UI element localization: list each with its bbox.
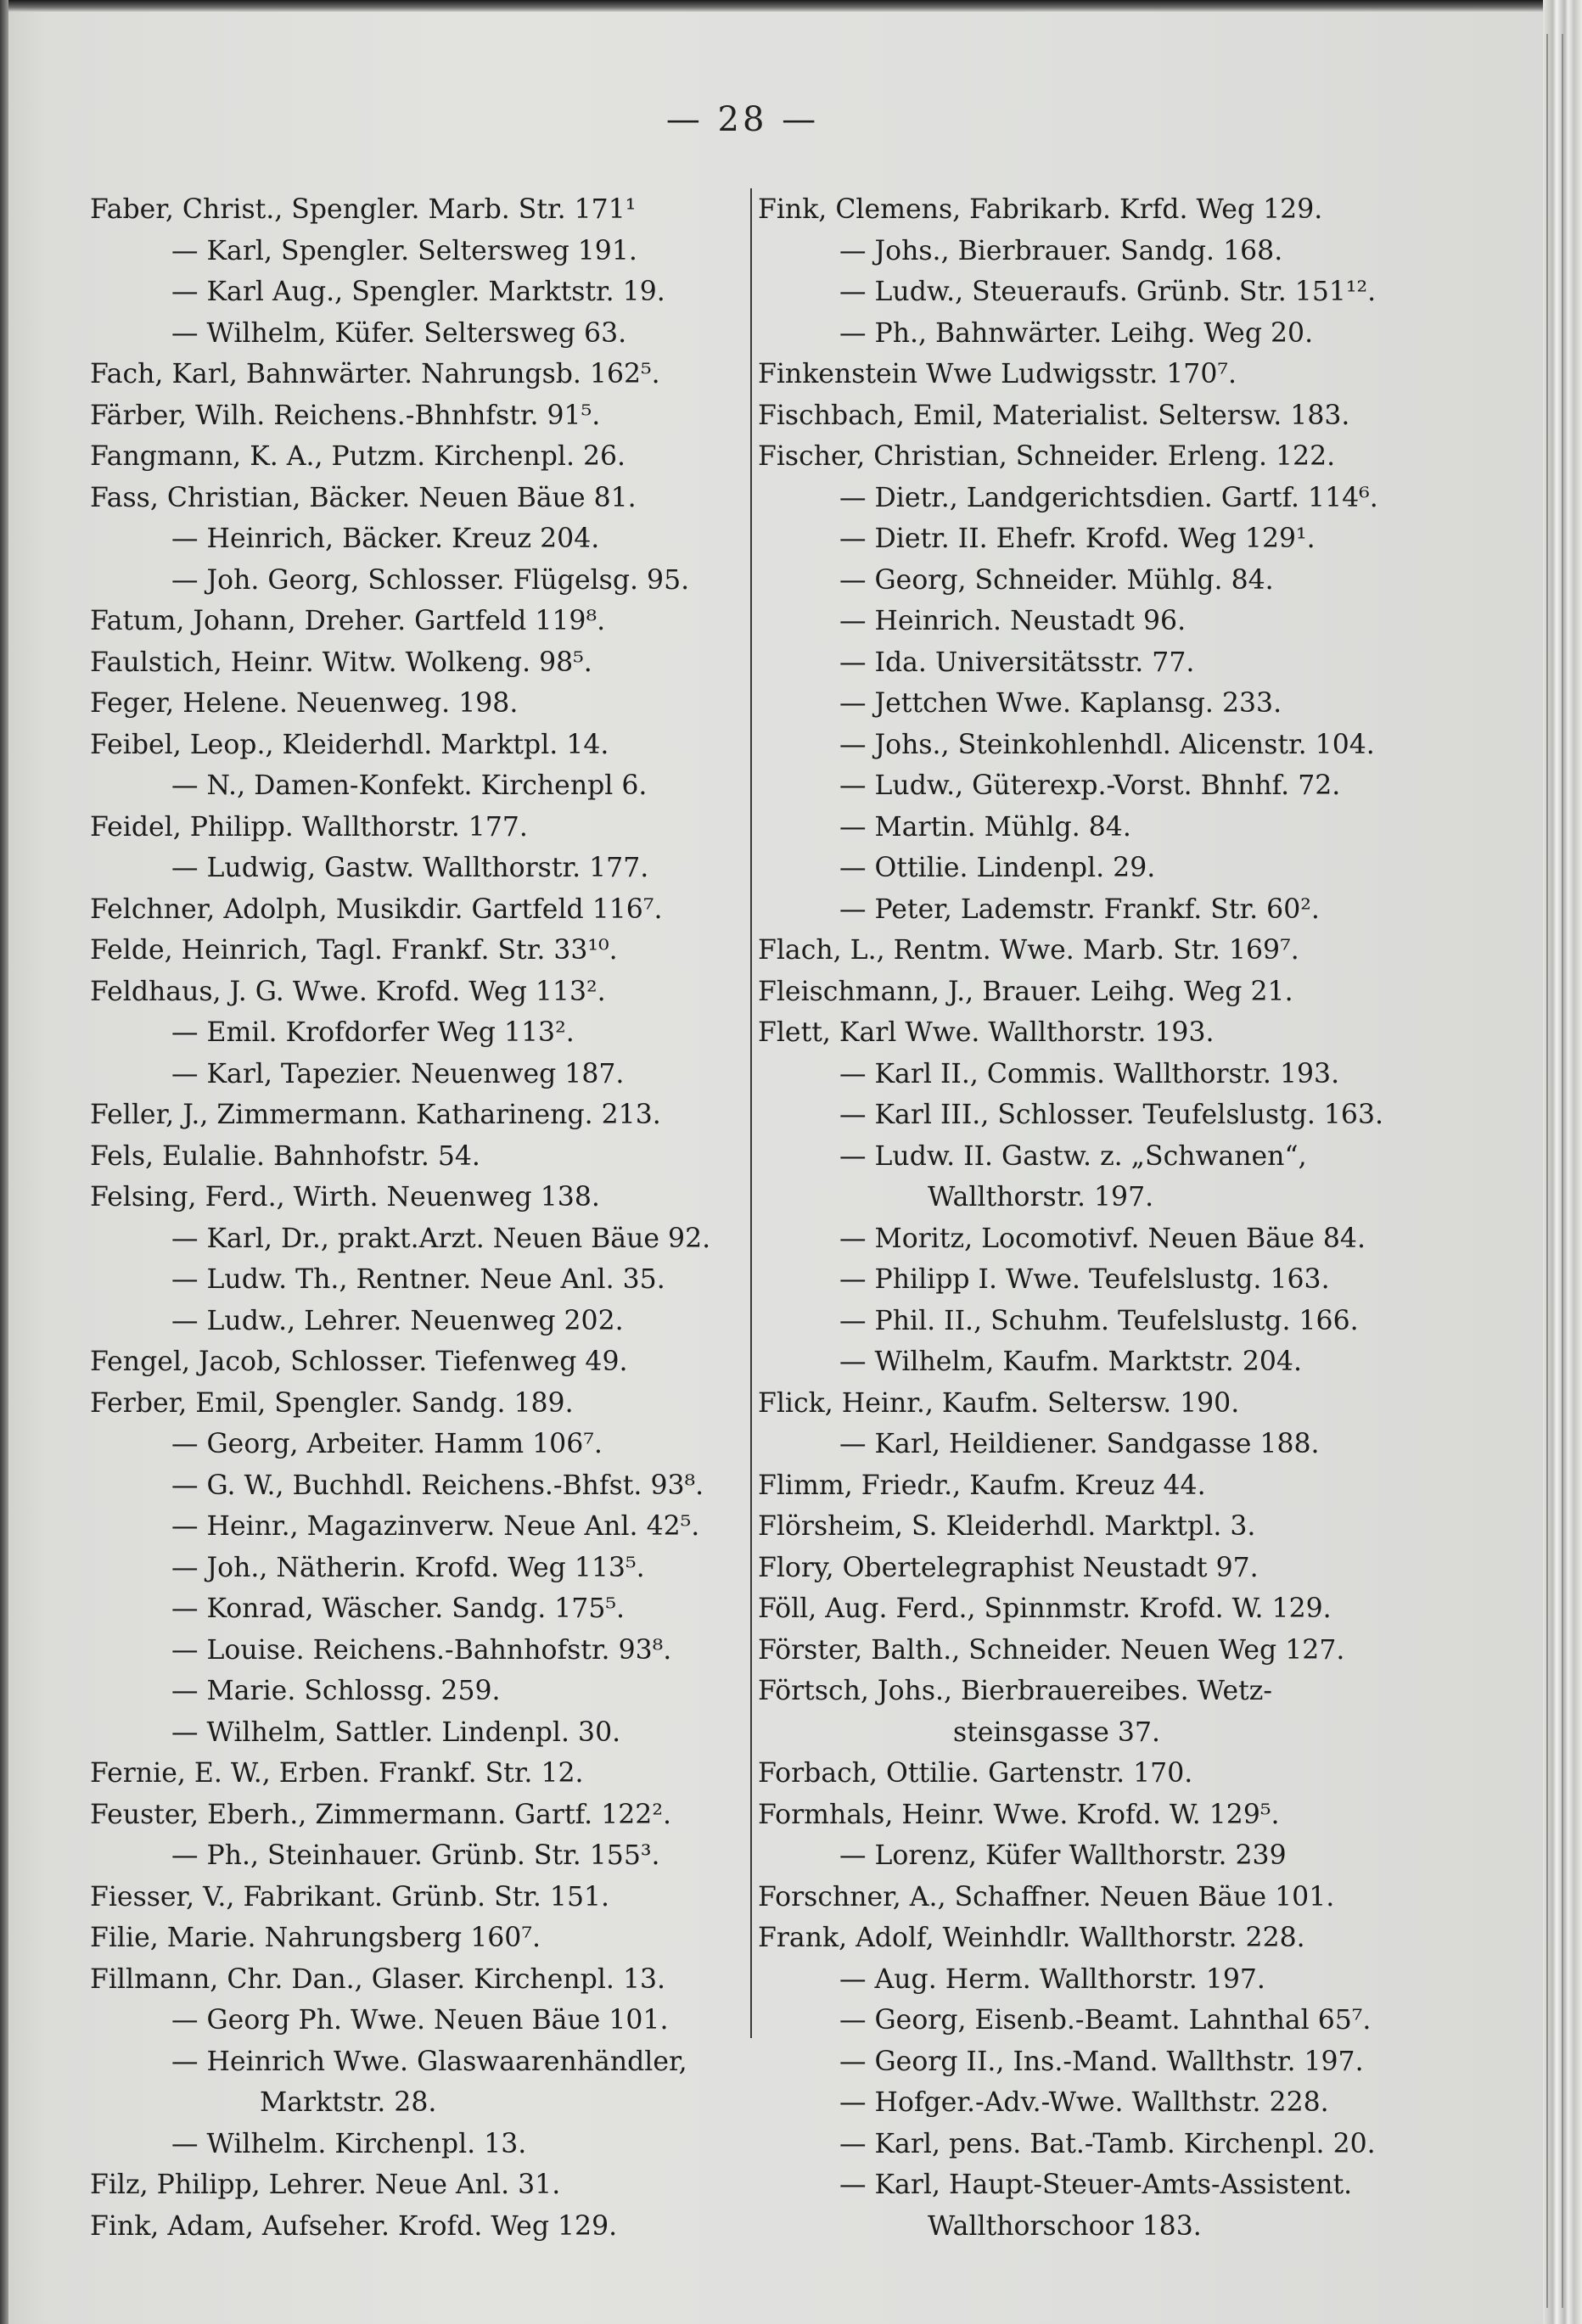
directory-entry-continuation: steinsgasse 37. <box>953 1716 1161 1748</box>
directory-entry: — Ph., Bahnwärter. Leihg. Weg 20. <box>839 317 1314 349</box>
directory-entry: — Dietr., Landgerichtsdien. Gartf. 114⁶. <box>839 482 1378 513</box>
column-divider <box>750 188 752 2038</box>
directory-entry: Flach, L., Rentm. Wwe. Marb. Str. 169⁷. <box>758 935 1299 966</box>
directory-entry: — Hofger.-Adv.-Wwe. Wallthstr. 228. <box>839 2087 1329 2118</box>
directory-entry: — Heinr., Magazinverw. Neue Anl. 42⁵. <box>171 1511 700 1542</box>
directory-entry: — Ida. Universitätsstr. 77. <box>839 647 1195 678</box>
directory-entry: Förster, Balth., Schneider. Neuen Weg 127. <box>758 1634 1345 1666</box>
directory-entry: — Ottilie. Lindenpl. 29. <box>839 853 1156 883</box>
directory-entry: — Louise. Reichens.-Bahnhofstr. 93⁸. <box>171 1634 672 1666</box>
directory-entry: — Philipp I. Wwe. Teufelslustg. 163. <box>839 1264 1330 1295</box>
directory-entry: — Konrad, Wäscher. Sandg. 175⁵. <box>171 1593 626 1624</box>
directory-entry: — Ludwig, Gastw. Wallthorstr. 177. <box>171 853 649 883</box>
directory-entry: Färber, Wilh. Reichens.-Bhnhfstr. 91⁵. <box>90 400 601 431</box>
directory-entry: — Marie. Schlossg. 259. <box>171 1676 501 1706</box>
directory-entry: Forschner, A., Schaffner. Neuen Bäue 101. <box>758 1881 1335 1912</box>
directory-entry: — Heinrich. Neustadt 96. <box>839 606 1186 636</box>
directory-entry: — Karl, Spengler. Seltersweg 191. <box>171 235 637 266</box>
directory-entry: Faber, Christ., Spengler. Marb. Str. 171¹ <box>90 194 637 225</box>
directory-entry: — Jettchen Wwe. Kaplansg. 233. <box>839 688 1282 719</box>
directory-entry: — Karl, Heildiener. Sandgasse 188. <box>839 1429 1320 1459</box>
directory-entry: — Heinrich, Bäcker. Kreuz 204. <box>171 524 600 554</box>
directory-entry: Frank, Adolf, Weinhdlr. Wallthorstr. 228. <box>758 1923 1305 1953</box>
directory-entry: Filz, Philipp, Lehrer. Neue Anl. 31. <box>90 2170 561 2200</box>
directory-entry: — Georg II., Ins.-Mand. Wallthstr. 197. <box>839 2046 1364 2077</box>
directory-entry: — Dietr. II. Ehefr. Krofd. Weg 129¹. <box>839 524 1316 554</box>
directory-entry: — Karl Aug., Spengler. Marktstr. 19. <box>171 277 665 307</box>
directory-entry: — Wilhelm, Küfer. Seltersweg 63. <box>171 317 627 349</box>
directory-entry: Förtsch, Johs., Bierbrauereibes. Wetz- <box>758 1676 1272 1706</box>
directory-entry: — Lorenz, Küfer Wallthorstr. 239 <box>839 1840 1287 1871</box>
directory-entry: Felsing, Ferd., Wirth. Neuenweg 138. <box>90 1182 600 1212</box>
directory-entry: Flett, Karl Wwe. Wallthorstr. 193. <box>758 1017 1215 1048</box>
directory-entry: Fach, Karl, Bahnwärter. Nahrungsb. 162⁵. <box>90 359 660 389</box>
directory-entry: — Johs., Steinkohlenhdl. Alicenstr. 104. <box>839 729 1375 760</box>
directory-entry: Fangmann, K. A., Putzm. Kirchenpl. 26. <box>90 441 626 472</box>
directory-entry: — Georg, Eisenb.-Beamt. Lahnthal 65⁷. <box>839 2005 1372 2036</box>
page-edge-line <box>1546 34 1548 2308</box>
directory-entry: — Heinrich Wwe. Glaswaarenhändler, <box>171 2046 687 2077</box>
directory-entry: Flick, Heinr., Kaufm. Seltersw. 190. <box>758 1387 1240 1419</box>
directory-entry: — Georg, Schneider. Mühlg. 84. <box>839 564 1274 596</box>
directory-entry: Fass, Christian, Bäcker. Neuen Bäue 81. <box>90 482 637 513</box>
directory-entry: — Karl, Tapezier. Neuenweg 187. <box>171 1058 625 1089</box>
directory-entry: Feuster, Eberh., Zimmermann. Gartf. 122². <box>90 1799 671 1830</box>
directory-entry: — Joh., Nätherin. Krofd. Weg 113⁵. <box>171 1552 645 1583</box>
page-edge-line <box>1562 34 1563 2308</box>
directory-entry: — Aug. Herm. Wallthorstr. 197. <box>839 1963 1265 1995</box>
directory-entry: Filie, Marie. Nahrungsberg 160⁷. <box>90 1923 541 1953</box>
directory-entry: Felde, Heinrich, Tagl. Frankf. Str. 33¹⁰. <box>90 935 618 966</box>
directory-entry: Fengel, Jacob, Schlosser. Tiefenweg 49. <box>90 1347 628 1377</box>
directory-entry: Feldhaus, J. G. Wwe. Krofd. Weg 113². <box>90 976 606 1007</box>
directory-entry: — Peter, Lademstr. Frankf. Str. 60². <box>839 893 1320 925</box>
directory-entry: Fiesser, V., Fabrikant. Grünb. Str. 151. <box>90 1881 610 1912</box>
directory-entry: Fink, Clemens, Fabrikarb. Krfd. Weg 129. <box>758 194 1323 225</box>
directory-entry: — N., Damen-Konfekt. Kirchenpl 6. <box>171 770 648 801</box>
directory-entry: — Ludw., Güterexp.-Vorst. Bhnhf. 72. <box>839 770 1341 801</box>
directory-entry: Finkenstein Wwe Ludwigsstr. 170⁷. <box>758 359 1237 389</box>
directory-entry-continuation: Wallthorstr. 197. <box>928 1182 1154 1212</box>
directory-entry: — Karl, Haupt-Steuer-Amts-Assistent. <box>839 2170 1353 2200</box>
directory-entry: — Georg Ph. Wwe. Neuen Bäue 101. <box>171 2005 669 2036</box>
directory-entry: Fischer, Christian, Schneider. Erleng. 122. <box>758 441 1336 472</box>
directory-entry: Feidel, Philipp. Wallthorstr. 177. <box>90 811 528 843</box>
directory-entry: — G. W., Buchhdl. Reichens.-Bhfst. 93⁸. <box>171 1470 704 1501</box>
directory-entry: — Wilhelm. Kirchenpl. 13. <box>171 2128 527 2159</box>
directory-entry: — Karl, pens. Bat.-Tamb. Kirchenpl. 20. <box>839 2128 1376 2159</box>
directory-entry: — Joh. Georg, Schlosser. Flügelsg. 95. <box>171 564 690 596</box>
right-column <box>758 189 1420 2247</box>
directory-entry: — Wilhelm, Sattler. Lindenpl. 30. <box>171 1716 621 1748</box>
directory-entry: — Karl III., Schlosser. Teufelslustg. 163. <box>839 1100 1384 1130</box>
directory-entry: Fink, Adam, Aufseher. Krofd. Weg 129. <box>90 2210 618 2242</box>
directory-entry: Formhals, Heinr. Wwe. Krofd. W. 129⁵. <box>758 1799 1280 1830</box>
directory-entry: Flory, Obertelegraphist Neustadt 97. <box>758 1552 1259 1583</box>
page-top-edge <box>0 0 1582 12</box>
directory-entry: — Johs., Bierbrauer. Sandg. 168. <box>839 235 1283 266</box>
directory-entry-continuation: Wallthorschoor 183. <box>928 2210 1202 2242</box>
directory-entry: Feibel, Leop., Kleiderhdl. Marktpl. 14. <box>90 729 609 760</box>
directory-entry: Felchner, Adolph, Musikdir. Gartfeld 116⁷. <box>90 893 663 925</box>
directory-entry: — Ph., Steinhauer. Grünb. Str. 155³. <box>171 1840 660 1871</box>
directory-entry: — Emil. Krofdorfer Weg 113². <box>171 1017 575 1048</box>
directory-entry: Flimm, Friedr., Kaufm. Kreuz 44. <box>758 1470 1206 1501</box>
directory-entry: — Moritz, Locomotivf. Neuen Bäue 84. <box>839 1223 1366 1254</box>
directory-entry: — Ludw., Lehrer. Neuenweg 202. <box>171 1305 624 1336</box>
directory-entry: Feger, Helene. Neuenweg. 198. <box>90 688 519 719</box>
directory-entry: — Martin. Mühlg. 84. <box>839 811 1131 843</box>
directory-entry: Fleischmann, J., Brauer. Leihg. Weg 21. <box>758 976 1293 1007</box>
directory-entry: Forbach, Ottilie. Gartenstr. 170. <box>758 1758 1193 1789</box>
directory-entry: Fillmann, Chr. Dan., Glaser. Kirchenpl. 13. <box>90 1963 666 1995</box>
directory-entry-continuation: Marktstr. 28. <box>260 2087 437 2118</box>
page-left-edge <box>0 0 8 2324</box>
directory-entry: — Karl, Dr., prakt.Arzt. Neuen Bäue 92. <box>171 1223 711 1254</box>
directory-entry: — Phil. II., Schuhm. Teufelslustg. 166. <box>839 1305 1359 1336</box>
directory-entry: Fischbach, Emil, Materialist. Seltersw. 183. <box>758 400 1350 431</box>
directory-entry: — Ludw., Steueraufs. Grünb. Str. 151¹². <box>839 277 1377 307</box>
directory-entry: Feller, J., Zimmermann. Katharineng. 213. <box>90 1100 661 1130</box>
directory-entry: Föll, Aug. Ferd., Spinnmstr. Krofd. W. 129. <box>758 1593 1332 1624</box>
directory-entry: Fatum, Johann, Dreher. Gartfeld 119⁸. <box>90 606 606 636</box>
directory-entry: — Ludw. Th., Rentner. Neue Anl. 35. <box>171 1264 665 1295</box>
directory-entry: Fels, Eulalie. Bahnhofstr. 54. <box>90 1140 480 1172</box>
directory-entry: Flörsheim, S. Kleiderhdl. Marktpl. 3. <box>758 1511 1256 1542</box>
directory-entry: Ferber, Emil, Spengler. Sandg. 189. <box>90 1387 574 1419</box>
directory-entry: — Ludw. II. Gastw. z. „Schwanen“, <box>839 1140 1307 1172</box>
directory-entry: — Wilhelm, Kaufm. Marktstr. 204. <box>839 1347 1302 1377</box>
page-number: — 28 — <box>665 100 820 139</box>
directory-entry: — Georg, Arbeiter. Hamm 106⁷. <box>171 1429 603 1459</box>
directory-entry: — Karl II., Commis. Wallthorstr. 193. <box>839 1058 1340 1089</box>
directory-entry: Faulstich, Heinr. Witw. Wolkeng. 98⁵. <box>90 647 592 678</box>
left-column <box>90 189 743 2247</box>
directory-entry: Fernie, E. W., Erben. Frankf. Str. 12. <box>90 1758 584 1789</box>
